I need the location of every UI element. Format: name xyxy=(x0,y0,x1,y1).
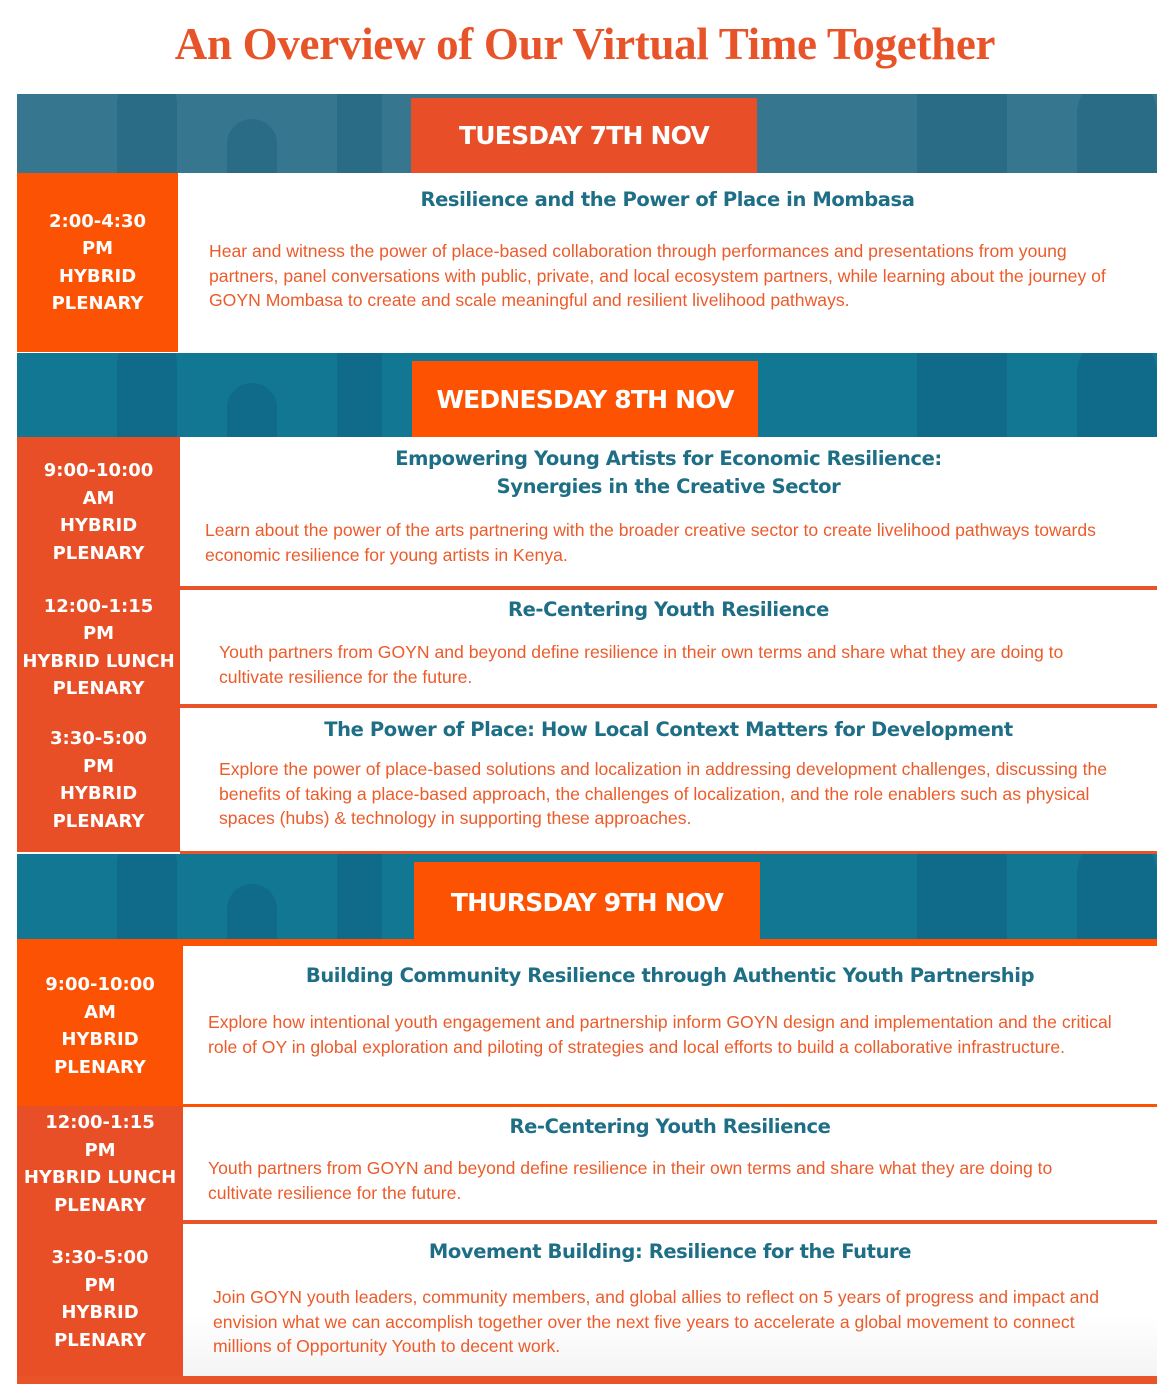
decorative-arc xyxy=(337,854,382,940)
session-card xyxy=(180,708,1157,852)
session-time: 12:00-1:15 PM HYBRID LUNCH PLENARY xyxy=(23,1112,177,1216)
session-time: 3:30-5:00 PM HYBRID PLENARY xyxy=(49,728,147,832)
decorative-arc xyxy=(337,353,382,437)
decorative-arc xyxy=(117,94,177,173)
day-label: WEDNESDAY 8TH NOV xyxy=(436,384,734,414)
session-description: Explore how intentional youth engagement and partnership inform GOYN design and implementation and the critical role of OY in global exploration and piloting of strategies and local efforts to build a collaborative infrastructure. xyxy=(208,1012,1112,1057)
session-description: Youth partners from GOYN and beyond define resilience in their own terms and share what they are doing to cultivate resilience for the future. xyxy=(219,642,1064,687)
session-title: Resilience and the Power of Place in Mombasa xyxy=(420,188,915,211)
session-title: Re-Centering Youth Resilience xyxy=(509,1115,831,1138)
session-title: Building Community Resilience through Authentic Youth Partnership xyxy=(305,964,1035,987)
day-tag-wednesday xyxy=(412,361,758,437)
session-title: Empowering Young Artists for Economic Resilience: xyxy=(395,447,942,470)
session-card xyxy=(183,1224,1157,1376)
session-card xyxy=(183,946,1157,1104)
decorative-arc xyxy=(1077,94,1157,173)
session-time: 12:00-1:15 PM HYBRID LUNCH PLENARY xyxy=(22,595,175,699)
page-title: An Overview of Our Virtual Time Together xyxy=(174,19,996,69)
session-time: 3:30-5:00 PM HYBRID PLENARY xyxy=(51,1247,149,1351)
session-title: Movement Building: Resilience for the Future xyxy=(428,1240,912,1263)
session-title: The Power of Place: How Local Context Matters for Development xyxy=(324,718,1013,741)
session-description: Explore the power of place-based solutions and localization in addressing development challenges, discussing the benefits of taking a place-based approach, the challenges of localization, and the role enablers such as physical spaces (hubs) & technology in supporting these approaches. xyxy=(219,759,1108,828)
session-title: Re-Centering Youth Resilience xyxy=(507,598,830,621)
decorative-arc xyxy=(227,119,277,173)
divider xyxy=(17,939,1157,946)
decorative-arc xyxy=(227,884,277,940)
session-description: Hear and witness the power of place-based collaboration through performances and presentations from young partners, panel conversations with public, private, and local ecosystem partners, while learning about the journey of GOYN Mombasa to create and scale meaningful and resilient livelihood pathways. xyxy=(209,241,1106,310)
decorative-arc xyxy=(1077,353,1157,437)
session-time: 2:00-4:30 PM HYBRID PLENARY xyxy=(17,173,178,352)
day-label: TUESDAY 7TH NOV xyxy=(459,121,709,150)
day-label: THURSDAY 9TH NOV xyxy=(450,887,724,917)
day-tag-thursday xyxy=(414,862,760,942)
decorative-arc xyxy=(917,353,1007,437)
session-card xyxy=(183,1107,1157,1220)
divider xyxy=(17,1376,1157,1384)
day-tag-tuesday xyxy=(411,98,757,173)
session-description: Learn about the power of the arts partnering with the broader creative sector to create livelihood pathways towards economic resilience for young artists in Kenya. xyxy=(205,520,1096,565)
decorative-arc xyxy=(117,353,177,437)
decorative-arc xyxy=(227,383,277,437)
session-time: 9:00-10:00 AM HYBRID PLENARY xyxy=(43,460,154,564)
session-title-line2: Synergies in the Creative Sector xyxy=(496,475,841,498)
decorative-arc xyxy=(917,854,1007,940)
session-card xyxy=(180,590,1157,705)
session-description: Youth partners from GOYN and beyond define resilience in their own terms and share what they are doing to cultivate resilience for the future. xyxy=(208,1158,1053,1203)
session-card xyxy=(178,173,1157,352)
decorative-arc xyxy=(117,854,177,940)
decorative-arc xyxy=(337,94,382,173)
decorative-arc xyxy=(1077,854,1157,940)
session-description: Join GOYN youth leaders, community members, and global allies to reflect on 5 years of progress and impact and envision what we can accomplish together over the next five years to accelerate a global movement to connect millions of Opportunity Youth to decent work. xyxy=(213,1287,1099,1356)
session-card xyxy=(180,437,1157,586)
decorative-arc xyxy=(917,94,1007,173)
session-time: 9:00-10:00 AM HYBRID PLENARY xyxy=(17,946,183,1106)
